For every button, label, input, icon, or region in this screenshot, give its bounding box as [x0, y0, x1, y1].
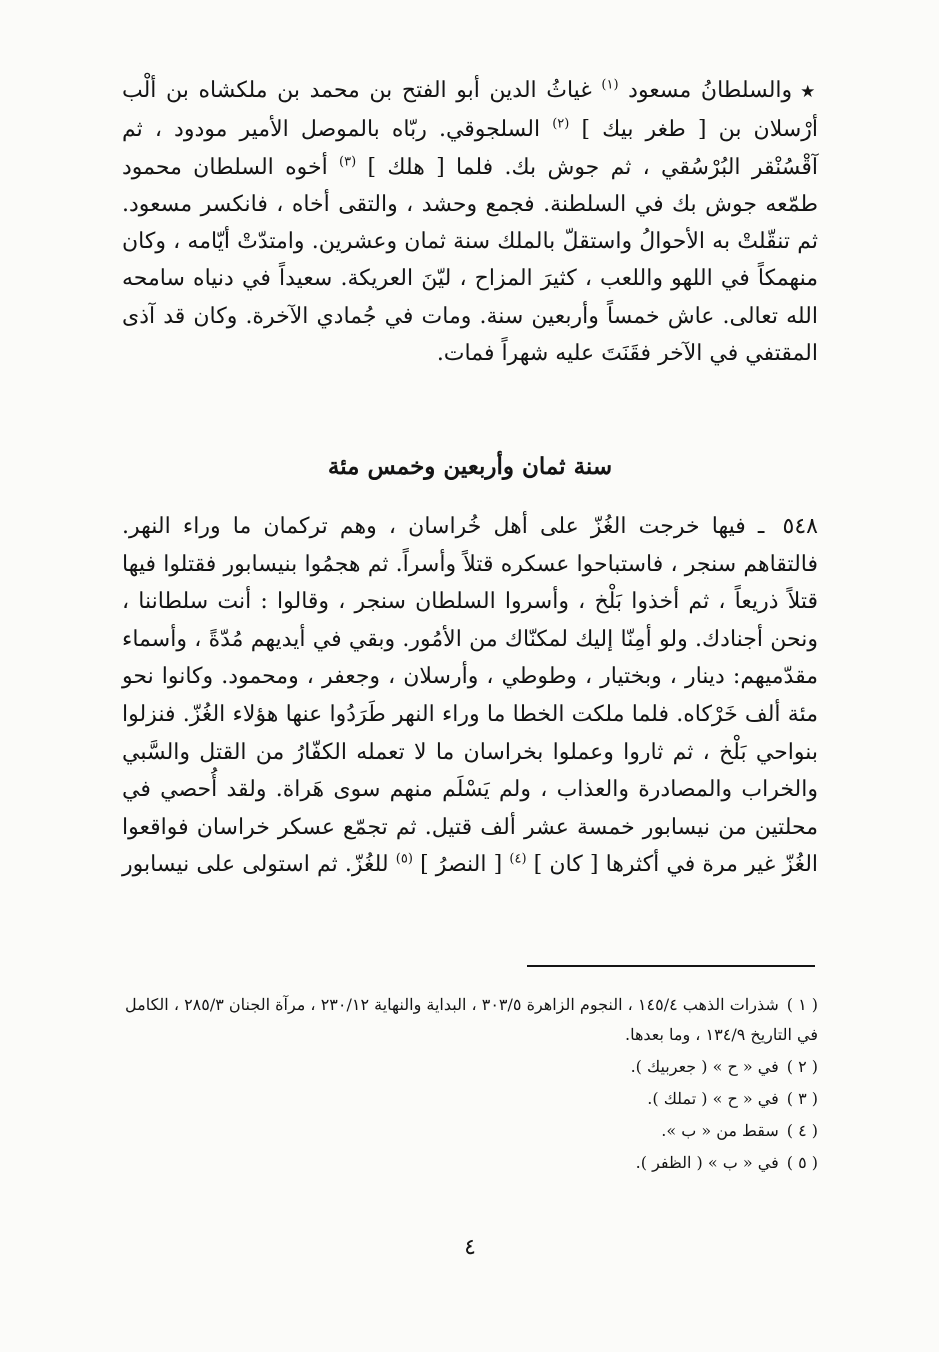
- footnote-marker: ( ٣ ): [786, 1089, 818, 1108]
- footnote-marker: ( ٢ ): [786, 1057, 818, 1076]
- entry-548-text-part-2: [ النصرُ ]: [420, 852, 503, 878]
- entry-548-text: [122, 508, 818, 884]
- biography-paragraph: [122, 72, 818, 372]
- footnote-marker: ( ٥ ): [786, 1153, 818, 1172]
- footnote-marker: ( ٤ ): [786, 1121, 818, 1140]
- footnote-separator: [527, 965, 815, 967]
- footnote-reference-1[interactable]: (١): [601, 77, 619, 93]
- footnote-3: [112, 1084, 818, 1114]
- entry-548-text-part-3: للغُزّ. ثم استولى على نيسابور: [122, 852, 389, 878]
- entry-548-text-part-1: فيها خرجت الغُزّ على أهل خُراسان ، وهم تركمان ما وراء النهر. فالتقاهم سنجر ، فاستباحوا عسكره قتلاً وأسراً. ثم هجمُوا بنيسابور فقتلوا فيها قتلاً ذريعاً ، ثم أخذوا بَلْخ ، وأسروا السلطان سنجر ، وقالوا : أنت سلطاننا ، ونحن أجنادك. ولو أمِنّا إليك لمكنّاك من الأمُور. وبقي في أيديهم مُدّةً ، وأسماء مقدّميهم: دينار ، وبختيار ، وطوطي ، وأرسلان ، وجعفر ، ومحمود. وكانوا نحو مئة ألف خَرْكاه. فلما ملكت الخطا ما وراء النهر طَرَدُوا عنها هؤلاء الغُزّ. فنزلوا بنواحي بَلْخ ، ثم ثاروا وعملوا بخراسان ما لا تعمله الكفّارُ من القتل والسَّبي والخراب والمصادرة والعذاب ، ولم يَسْلَم منهم سوى هَراة. ولقد أُحصي في محلتين من نيسابور خمسة عشر ألف قتيل. ثم تجمّع عسكر خراسان فواقعوا الغُزّ غير مرة في أكثرها [ كان ]: [122, 514, 819, 878]
- biography-text-part-3: السلجوقي. ربّاه بالموصل الأمير مودود ، ثم آقْسُنْقر البُرْسُقي ، ثم جوش بك. فلما [ هلك ]: [122, 117, 819, 180]
- footnote-text: سقط من « ب ».: [661, 1121, 779, 1140]
- entry-dash: ـ: [757, 514, 765, 539]
- biography-text-part-2: غياثُ الدين أبو الفتح بن محمد بن ملكشاه بن ألْب أرْسلان بن [ طغر بيك ]: [122, 78, 819, 143]
- footnote-5: [112, 1148, 818, 1178]
- footnote-1: [112, 990, 818, 1050]
- footnote-reference-3[interactable]: (٣): [339, 154, 357, 170]
- biography-text-part-4: أخوه السلطان محمود طمّعه جوش بك في السلطنة. فجمع وحشد ، والتقى أخاه ، فانكسر مسعود. ثم تنقّلتْ به الأحوالُ واستقلّ بالملك سنة ثمان وعشرين. وامتدّتْ أيّامه ، وكان منهمكاً في اللهو واللعب ، كثيرَ المزاح ، ليّنَ العريكة. سعيداً في دنياه سامحه الله تعالى. عاش خمساً وأربعين سنة. ومات في جُمادي الآخرة. وكان قد آذى المقتفي في الآخر فقَنَتَ عليه شهراً فمات.: [122, 154, 818, 367]
- footnote-text: في « ح » ( جعربيك ).: [630, 1057, 779, 1076]
- entry-548: [122, 508, 818, 884]
- footnote-text: شذرات الذهب ١٤٥/٤ ، النجوم الزاهرة ٣٠٣/٥ ، البداية والنهاية ٢٣٠/١٢ ، مرآة الجنان ٢٨٥/٣ ، الكامل في التاريخ ١٣٤/٩ ، وما بعدها.: [125, 995, 818, 1044]
- footnote-text: في « ح » ( تملك ).: [647, 1089, 779, 1108]
- footnote-4: [112, 1116, 818, 1146]
- footnote-reference-2[interactable]: (٢): [552, 116, 570, 132]
- section-heading: سنة ثمان وأربعين وخمس مئة: [327, 453, 613, 480]
- entry-number: ٥٤٨: [782, 514, 818, 539]
- star-icon: ★: [800, 82, 819, 102]
- footnote-2: [112, 1052, 818, 1082]
- page-number: ٤: [464, 1235, 476, 1260]
- biography-text-part-1: والسلطانُ مسعود: [628, 78, 793, 103]
- footnote-reference-4[interactable]: (٤): [509, 852, 527, 868]
- biography-text: [122, 72, 818, 372]
- footnote-reference-5[interactable]: (٥): [395, 852, 413, 868]
- footnote-marker: ( ١ ): [786, 995, 818, 1014]
- footnote-text: في « ب » ( الظفر ).: [635, 1153, 779, 1172]
- footnotes: [112, 990, 818, 1180]
